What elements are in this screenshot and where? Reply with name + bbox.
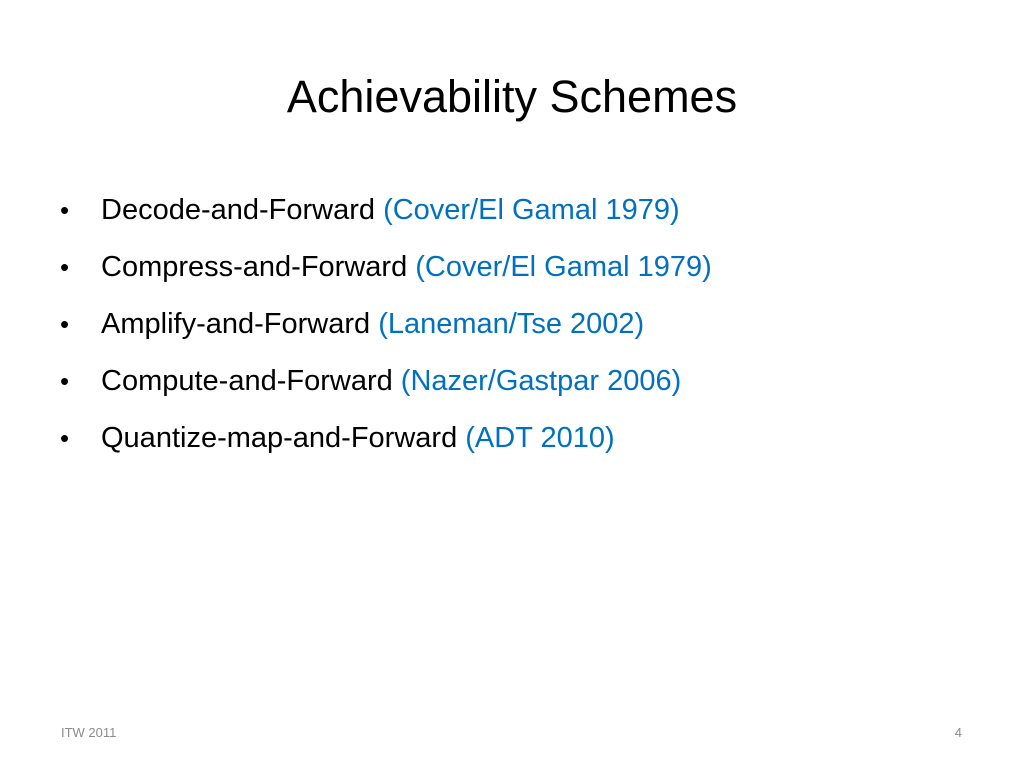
bullet-text	[101, 296, 644, 353]
bullet-list	[60, 182, 960, 467]
bullet-text	[101, 353, 681, 410]
bullet-dot-icon: •	[60, 423, 70, 453]
bullet-dot-icon: •	[60, 366, 70, 396]
citation: (Nazer/Gastpar 2006)	[400, 365, 682, 397]
bullet-dot-icon: •	[60, 252, 70, 282]
citation: (Laneman/Tse 2002)	[378, 308, 645, 340]
footer-conference: ITW 2011	[61, 725, 117, 740]
scheme-name: Decode-and-Forward	[101, 194, 376, 226]
bullet-dot-icon: •	[60, 195, 70, 225]
citation: (ADT 2010)	[465, 422, 615, 454]
scheme-name: Amplify-and-Forward	[101, 308, 371, 340]
bullet-text	[101, 410, 615, 467]
citation: (Cover/El Gamal 1979)	[415, 251, 712, 283]
bullet-item	[60, 182, 960, 239]
bullet-item	[60, 239, 960, 296]
bullet-item	[60, 296, 960, 353]
page-number: 4	[954, 725, 962, 740]
bullet-text	[101, 182, 680, 239]
bullet-text	[101, 239, 712, 296]
scheme-name: Quantize-map-and-Forward	[101, 422, 458, 454]
scheme-name: Compute-and-Forward	[101, 365, 393, 397]
bullet-item	[60, 353, 960, 410]
bullet-item	[60, 410, 960, 467]
citation: (Cover/El Gamal 1979)	[383, 194, 680, 226]
scheme-name: Compress-and-Forward	[101, 251, 408, 283]
slide-title: Achievability Schemes	[286, 71, 738, 122]
bullet-dot-icon: •	[60, 309, 70, 339]
